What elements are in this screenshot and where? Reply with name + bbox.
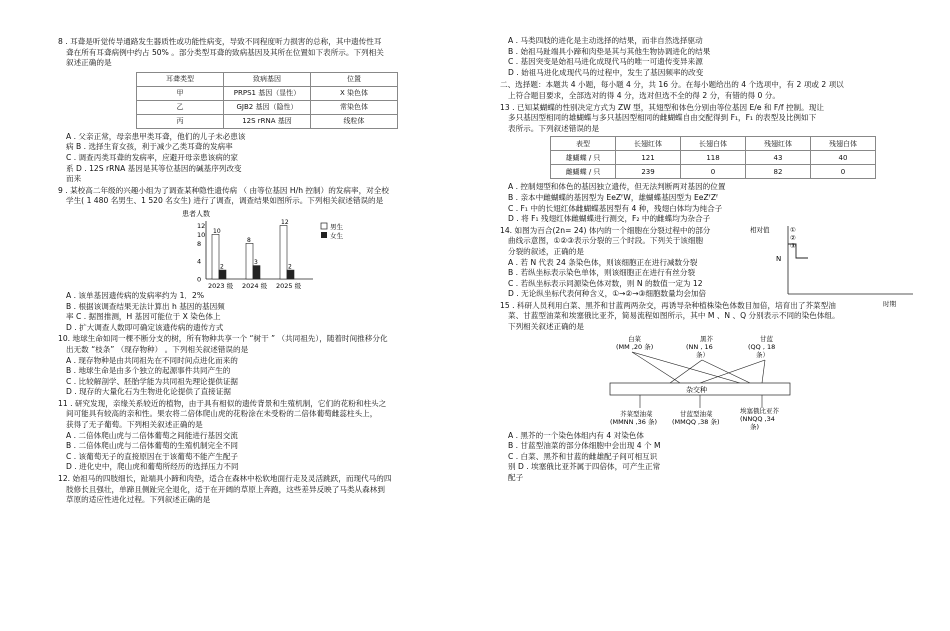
q9-option: 率 C . 据图推测，H 基因可能位于 X 染色体上 <box>66 312 221 322</box>
table-cell: X 染色体 <box>311 86 398 100</box>
q9-option: A . 该单基因遗传病的发病率约为 1．2% <box>66 290 205 300</box>
q14-stage-label: ② <box>790 233 796 242</box>
bar-value-label: 2 <box>288 263 292 271</box>
q15-option: B . 甘蓝型油菜的部分体细胞中会出现 4 个 M <box>508 441 661 451</box>
bar-male <box>280 225 287 279</box>
q12-option: A . 马类四肢的进化是主动选择的结果，而非自然选择驱动 <box>508 36 703 45</box>
q8-stem: 8 . 耳聋是听觉传导通路发生器质性或功能性病变，导致不同程度听力损害的总称，其中遗传性耳 <box>58 37 382 46</box>
table-cell: 0 <box>681 165 746 179</box>
x-tick-label: 2025 级 <box>276 281 302 290</box>
q15-stem: 菜、甘蓝型油菜和埃塞俄比亚芥，简易流程如图所示，其中 M 、N 、Q 分别表示不同的染色体组。 <box>508 311 840 321</box>
cross-arrow <box>632 352 680 383</box>
table-cell: 239 <box>616 165 681 179</box>
bar-value-label: 3 <box>254 259 258 267</box>
question-11 <box>58 399 458 473</box>
q15-stem: 下列相关叙述正确的是 <box>508 322 584 332</box>
y-tick-label: 4 <box>197 257 202 266</box>
legend-label: 男生 <box>330 222 343 231</box>
bar-value-label: 10 <box>213 227 221 235</box>
q10-stem: 10. 地球生命如同一棵不断分支的树，所有物种共享一个 “树干 ” （共同祖先），随着时间推移分化 <box>58 334 388 344</box>
q11-option: B . 二倍体爬山虎与二倍体葡萄的生殖机制完全不同 <box>66 441 238 451</box>
q11-option: D . 进化史中，爬山虎和葡萄所经历的选择压力不同 <box>66 462 239 472</box>
q14-n-label: N <box>776 254 782 263</box>
question-15 <box>500 301 900 484</box>
offspring-label: (MMQQ ,38 条) <box>672 417 720 426</box>
q14-ylabel: 相对值 <box>750 225 770 234</box>
q15-stem: 15 . 科研人员利用白菜、黑芥和甘蓝两两杂交，再诱导杂种植株染色体数目加倍，培育出了芥菜型油 <box>500 300 836 310</box>
table-header: 残翅白体 <box>811 137 876 151</box>
q14-stage-label: ③ <box>790 241 796 250</box>
q14-stage-label: ① <box>790 225 796 234</box>
cross-arrow <box>762 360 765 383</box>
q8-option: 而来 <box>66 174 82 184</box>
cross-arrow <box>632 352 740 383</box>
q12-option: D . 始祖马进化成现代马的过程中，发生了基因频率的改变 <box>508 67 704 77</box>
chart-legend <box>321 222 344 240</box>
question-8 <box>58 37 458 185</box>
y-tick-label: 8 <box>197 239 202 248</box>
q9-option: D . 扩大调查人数即可确定该遗传病的遗传方式 <box>66 322 224 332</box>
parent-label: 黑芥 <box>700 334 713 343</box>
q13-option: D . 将 F₁ 残翅红体雌蝴蝶进行测交，F₂ 中的雌蝶均为杂合子 <box>508 214 711 224</box>
q9-stem: 学生( 1 480 名男生、1 520 名女生) 进行了调查，调查结果如图所示。下列相关叙述错误的是 <box>66 196 384 206</box>
section-2-line: 二、选择题：本题共 4 小题，每小题 4 分，共 16 分。在每小题给出的 4 个选项中，有 2 项或 2 项以 <box>500 80 844 90</box>
y-tick-label: 12 <box>197 221 206 230</box>
right-column <box>500 36 900 484</box>
legend-swatch-female <box>321 232 327 238</box>
q12-option: C . 基因突变是始祖马进化成现代马的唯一可遗传变异来源 <box>508 57 703 67</box>
table-cell: 雄蝴蝶 / 只 <box>551 151 616 165</box>
q15-option: C . 白菜、黑芥和甘蓝的雌雄配子间可相互识 <box>508 451 658 461</box>
table-cell: 丙 <box>137 114 224 128</box>
bar-male <box>212 234 219 279</box>
q8-stem: 叙述正确的是 <box>66 58 112 68</box>
q12-stem: 12. 始祖马的四肢细长，趾端具小蹄和肉垫，适合在森林中松软地面行走及灵活跳跃，而现代马的四 <box>58 474 392 484</box>
table-cell: 甲 <box>137 86 224 100</box>
parent-label: 条） <box>696 350 709 359</box>
q13-option: A . 控制翅型和体色的基因独立遗传，但无法判断两对基因的位置 <box>508 182 726 192</box>
parent-label: (QQ , 18 <box>748 342 776 351</box>
legend-label: 女生 <box>330 231 343 240</box>
x-tick-label: 2023 级 <box>208 281 234 290</box>
table-cell: 118 <box>681 151 746 165</box>
q8-option: C . 调查丙类耳聋的发病率，应避开母亲患该病的家 <box>66 152 239 162</box>
q14-xlabel: 时期 <box>883 299 896 308</box>
q9-bar-chart <box>118 207 358 291</box>
q13-stem: 13 . 已知某蝴蝶的性别决定方式为 ZW 型，其翅型和体色分别由等位基因 E/e 和 F/f 控制。现让 <box>500 102 824 112</box>
q11-stem: 间可能具有较高的亲和性。果农将二倍体爬山虎的花粉涂在未受粉的二倍体葡萄雌蕊柱头上， <box>66 409 378 419</box>
q11-stem: 获得了无子葡萄。下列相关叙述正确的是 <box>66 420 203 430</box>
table-row <box>137 86 398 100</box>
x-tick-label: 2024 级 <box>242 281 268 290</box>
question-9 <box>58 186 458 334</box>
q12-stem: 草原的适应性进化过程。下列叙述正确的是 <box>66 495 211 505</box>
q14-stem: 分裂的叙述，正确的是 <box>508 246 584 256</box>
q8-option: 病 B . 选择生育女孩，利于减少乙类耳聋的发病率 <box>66 142 233 152</box>
table-cell: 线粒体 <box>311 114 398 128</box>
cross-arrow <box>670 360 702 383</box>
q8-gene-table <box>136 72 398 129</box>
bar-value-label: 12 <box>281 218 289 226</box>
bar-female <box>219 270 226 279</box>
table-cell: 12S rRNA 基因 <box>224 114 311 128</box>
q10-option: A . 现存物种是由共同祖先在不同时间点进化而来的 <box>66 355 238 365</box>
q8-option: A . 父亲正常，母亲患甲类耳聋，他们的儿子未必患该 <box>66 131 246 141</box>
q13-stem: 多只基因型相同的雄蝴蝶与多只基因型相同的雌蝴蝶自由交配得到 F₁，F₁ 的表型及比例如下 <box>508 113 817 123</box>
parent-label: 白菜 <box>628 334 641 343</box>
q11-option: A . 二倍体爬山虎与二倍体葡萄之间能进行基因交流 <box>66 430 238 440</box>
q14-option: D . 无论纵坐标代表何种含义，①→②→③细胞数量均会加倍 <box>508 289 707 299</box>
q15-breeding-diagram <box>500 333 900 431</box>
offspring-label: 埃塞俄比亚芥 <box>740 406 779 415</box>
table-cell: 乙 <box>137 100 224 114</box>
table-cell: PRPS1 基因（显性） <box>224 86 311 100</box>
q15-option: 配子 <box>508 473 524 483</box>
offspring-label: 甘蓝型油菜 <box>680 409 713 418</box>
question-12 <box>58 474 458 506</box>
table-header: 长翅白体 <box>681 137 746 151</box>
table-cell: 82 <box>746 165 811 179</box>
table-cell: 43 <box>746 151 811 165</box>
q15-option: 别 D . 埃塞俄比亚芥属于四倍体，可产生正常 <box>508 462 661 472</box>
q13-option: B . 亲本中雌蝴蝶的基因型为 EeZᶠW，雄蝴蝶基因型为 EeZᶠZᶠ <box>508 192 719 202</box>
question-10 <box>58 334 458 398</box>
q13-option: C . F₁ 中的长翅红体雌蝴蝶基因型有 4 种，残翅白体均为纯合子 <box>508 203 723 213</box>
section-2-header <box>500 80 900 101</box>
y-tick-label: 0 <box>197 275 202 284</box>
table-row <box>551 151 876 165</box>
q10-option: C . 比较解剖学、胚胎学能为共同祖先理论提供证据 <box>66 376 239 386</box>
offspring-label: (NNQQ ,34 <box>740 414 775 423</box>
table-header: 长翅红体 <box>616 137 681 151</box>
table-header-row <box>551 137 876 151</box>
table-row <box>551 165 876 179</box>
table-header: 位置 <box>311 72 398 86</box>
q10-stem: 出无数 “枝条” （现存物种） 。下列相关叙述错误的是 <box>66 344 249 354</box>
question-12-options <box>500 36 900 78</box>
q13-phenotype-table <box>550 136 876 179</box>
parent-label: 甘蓝 <box>760 334 773 343</box>
q9-stem: 9 . 某校高二年级的兴趣小组为了调查某种隐性遗传病 （ 由等位基因 H/h 控制）的发病率，对全校 <box>58 185 389 195</box>
offspring-label: 芥菜型油菜 <box>620 409 653 418</box>
offspring-label: 条) <box>750 422 760 431</box>
table-cell: GJB2 基因（隐性） <box>224 100 311 114</box>
q14-option: A . 若 N 代表 24 条染色体，则该细胞正在进行减数分裂 <box>508 257 698 267</box>
hybrid-label: 杂交种 <box>686 385 707 394</box>
q14-curve-diagram <box>748 224 918 308</box>
question-13 <box>500 103 900 225</box>
q11-option: C . 该葡萄无子的直接原因在于该葡萄不能产生配子 <box>66 451 239 461</box>
bar-female <box>287 270 294 279</box>
q10-option: D . 现存的大量化石为生物进化论提供了直接证据 <box>66 387 231 397</box>
q14-stem: 曲线示意图，①②③表示分裂的三个时段。下列关于该细胞 <box>508 236 704 246</box>
q9-option: B . 根据该调查结果无法计算出 h 基因的基因频 <box>66 301 225 311</box>
table-row <box>137 114 398 128</box>
parent-label: (NN , 16 <box>686 342 713 351</box>
q13-stem: 表所示。下列叙述错误的是 <box>508 123 600 133</box>
table-header: 耳聋类型 <box>137 72 224 86</box>
legend-swatch-male <box>321 223 327 229</box>
table-cell: 121 <box>616 151 681 165</box>
parent-label: (MM ,20 条) <box>616 342 654 351</box>
q8-stem: 聋在所有耳聋病例中约占 50% 。部分类型耳聋的致病基因及其所在位置如下表所示。下列相关 <box>66 47 384 57</box>
y-tick-label: 10 <box>197 230 206 239</box>
q12-option: B . 始祖马趾端具小蹄和肉垫是其与其他生物协调进化的结果 <box>508 46 711 56</box>
table-cell: 常染色体 <box>311 100 398 114</box>
bar-female <box>253 266 260 279</box>
chart-ylabel: 患者人数 <box>182 209 210 218</box>
bar-value-label: 8 <box>247 236 251 244</box>
bar-male <box>246 243 253 279</box>
table-header-row <box>137 72 398 86</box>
table-row <box>137 100 398 114</box>
q14-option: C . 若纵坐标表示同源染色体对数，则 N 的数值一定为 12 <box>508 278 703 288</box>
table-cell: 0 <box>811 165 876 179</box>
q15-option: A . 黑芥的一个染色体组内有 4 对染色体 <box>508 430 644 440</box>
section-2-line: 上符合题目要求，全部选对的得 4 分，选对但选不全的得 2 分，有错的得 0 分。 <box>508 90 780 100</box>
table-header: 表型 <box>551 137 616 151</box>
table-cell: 40 <box>811 151 876 165</box>
q12-stem: 肢修长且强壮，单蹄且侧趾完全退化，适于在开阔的草原上奔跑，这些差异反映了马类从森林到 <box>66 484 385 494</box>
q8-option: 系 D . 12S rRNA 基因是其等位基因的碱基序列改变 <box>66 163 242 173</box>
left-column <box>58 36 458 506</box>
offspring-label: (MMNN ,36 条) <box>610 417 657 426</box>
q11-stem: 11 . 研究发现，亲缘关系较近的植物，由于具有相似的遗传背景和生殖机制，它们的花粉和柱头之 <box>58 398 387 408</box>
table-header: 残翅红体 <box>746 137 811 151</box>
q14-stem: 14. 如图为百合(2n= 24) 体内的一个细胞在分裂过程中的部分 <box>500 225 711 235</box>
parent-label: 条） <box>756 350 769 359</box>
table-cell: 雌蝴蝶 / 只 <box>551 165 616 179</box>
q10-option: B . 地球生命是由多个独立的起源事件共同产生的 <box>66 366 231 376</box>
q14-option: B . 若纵坐标表示染色单体，则该细胞正在进行有丝分裂 <box>508 268 696 278</box>
bar-value-label: 2 <box>220 263 224 271</box>
table-header: 致病基因 <box>224 72 311 86</box>
